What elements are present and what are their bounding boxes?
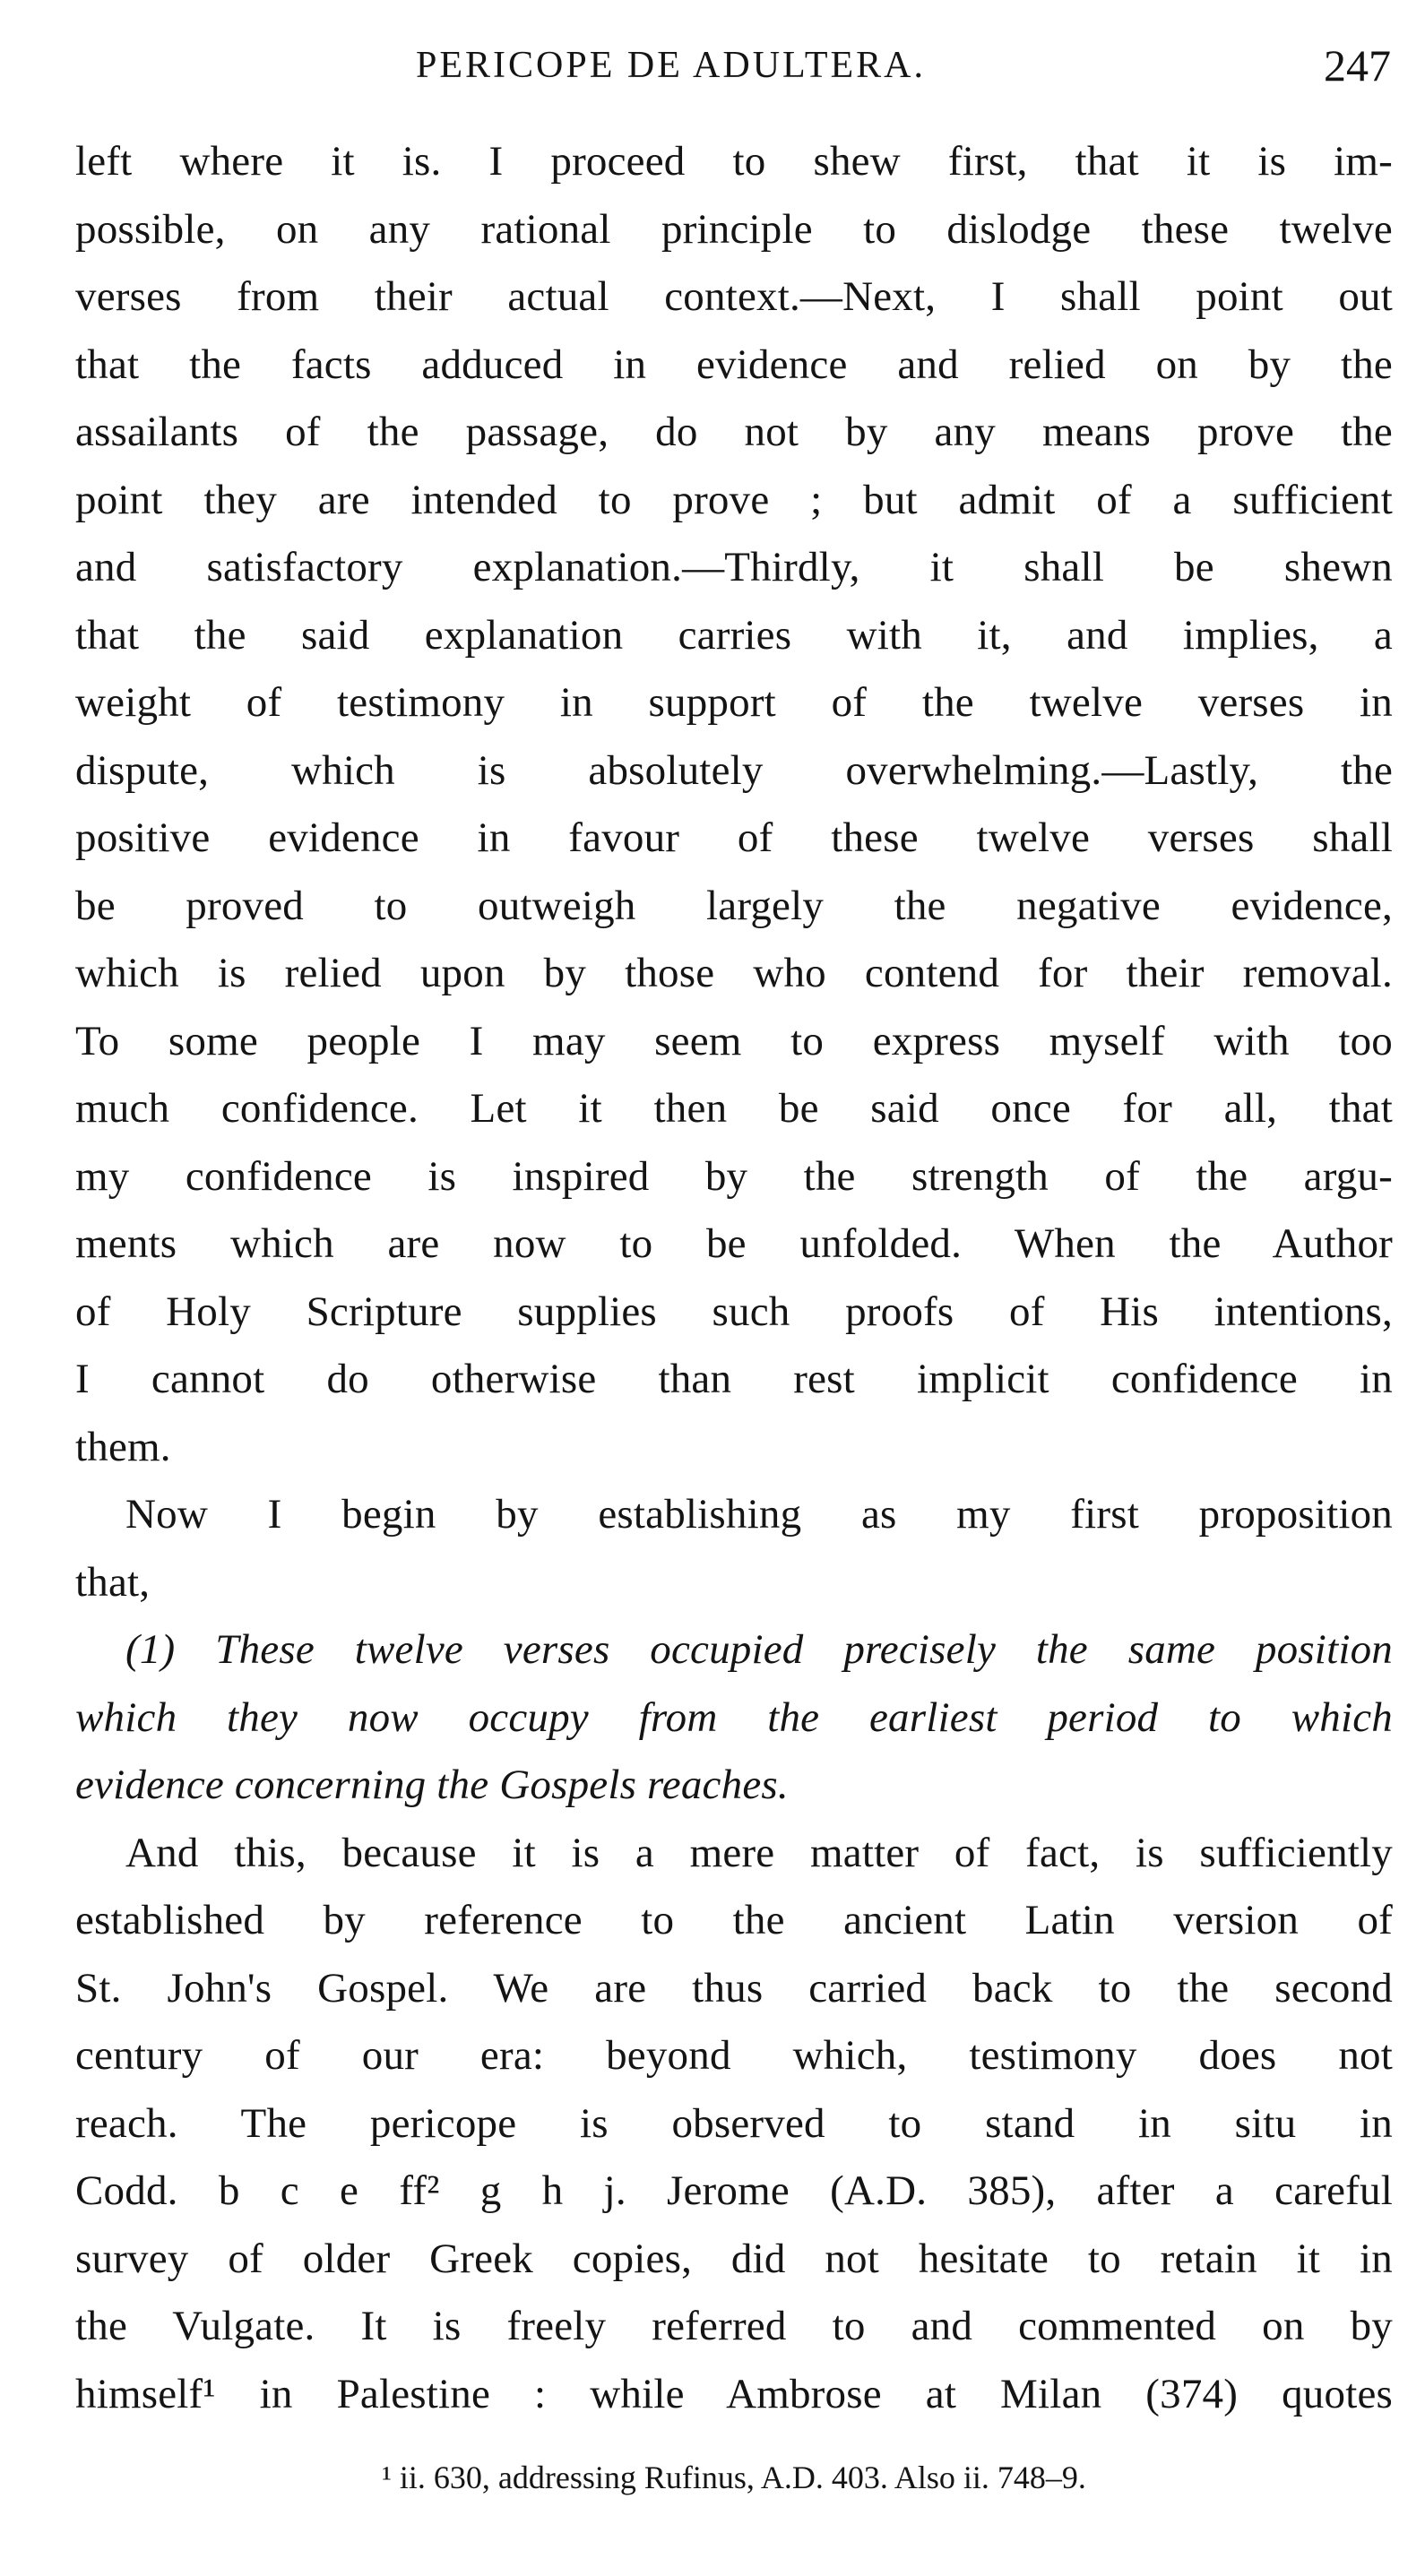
text-line: that the facts adduced in evidence and relied on by the <box>75 340 1393 388</box>
footnote: ¹ ii. 630, addressing Rufinus, A.D. 403. Also ii. 748–9. <box>382 2460 1086 2495</box>
text-line: which is relied upon by those who contend for their removal. <box>75 950 1393 996</box>
text-line: that, <box>75 1558 151 1606</box>
text-line: century of our era: beyond which, testimony does not <box>75 2032 1393 2079</box>
text-line: Now I begin by establishing as my first proposition <box>125 1491 1393 1538</box>
text-line: the Vulgate. It is freely referred to and commented on by <box>75 2303 1393 2349</box>
text-line: my confidence is inspired by the strength of the argu- <box>75 1152 1393 1200</box>
text-line: be proved to outweigh largely the negative evidence, <box>75 882 1393 929</box>
text-line: point they are intended to prove ; but admit of a sufficient <box>75 476 1393 523</box>
text-line: reach. The pericope is observed to stand in situ in <box>75 2099 1393 2147</box>
text-line: left where it is. I proceed to shew first, that it is im- <box>75 138 1393 185</box>
running-title: PERICOPE DE ADULTERA. <box>416 45 926 86</box>
text-line: St. John's Gospel. We are thus carried back to the second <box>75 1964 1393 2012</box>
text-line: verses from their actual context.—Next, I shall point out <box>75 273 1393 320</box>
text-line: assailants of the passage, do not by any means prove the <box>75 409 1393 455</box>
text-line: Codd. b c e ff² g h j. Jerome (A.D. 385), after a careful <box>75 2167 1393 2214</box>
text-line: of Holy Scripture supplies such proofs of His intentions, <box>75 1288 1393 1335</box>
text-line: ments which are now to be unfolded. When the Author <box>75 1220 1393 1267</box>
text-line: survey of older Greek copies, did not hesitate to retain it in <box>75 2235 1393 2282</box>
text-line: I cannot do otherwise than rest implicit confidence in <box>75 1356 1393 1402</box>
text-line: dispute, which is absolutely overwhelming.—Lastly, the <box>75 746 1393 794</box>
text-line: positive evidence in favour of these twelve verses shall <box>75 814 1393 861</box>
text-line: himself¹ in Palestine : while Ambrose at Milan (374) quotes <box>75 2370 1393 2417</box>
text-line: possible, on any rational principle to dislodge these twelve <box>75 205 1393 253</box>
page-number: 247 <box>1324 40 1391 90</box>
text-line: weight of testimony in support of the twelve verses in <box>75 679 1393 726</box>
text-line: them. <box>75 1423 171 1470</box>
text-line: established by reference to the ancient Latin version of <box>75 1897 1393 1943</box>
text-line: that the said explanation carries with it, and implies, a <box>75 611 1393 659</box>
proposition-line: (1) These twelve verses occupied precisely the same position <box>125 1626 1393 1673</box>
text-line: and satisfactory explanation.—Thirdly, it shall be shewn <box>75 544 1393 590</box>
text-line: much confidence. Let it then be said once for all, that <box>75 1085 1393 1132</box>
body-text <box>75 128 1393 2428</box>
proposition-line: which they now occupy from the earliest period to which <box>75 1693 1393 1741</box>
text-line: And this, because it is a mere matter of fact, is sufficiently <box>125 1829 1393 1876</box>
running-head <box>75 34 1400 97</box>
proposition-line: evidence concerning the Gospels reaches. <box>75 1762 789 1808</box>
text-line: To some people I may seem to express myself with too <box>75 1017 1393 1064</box>
